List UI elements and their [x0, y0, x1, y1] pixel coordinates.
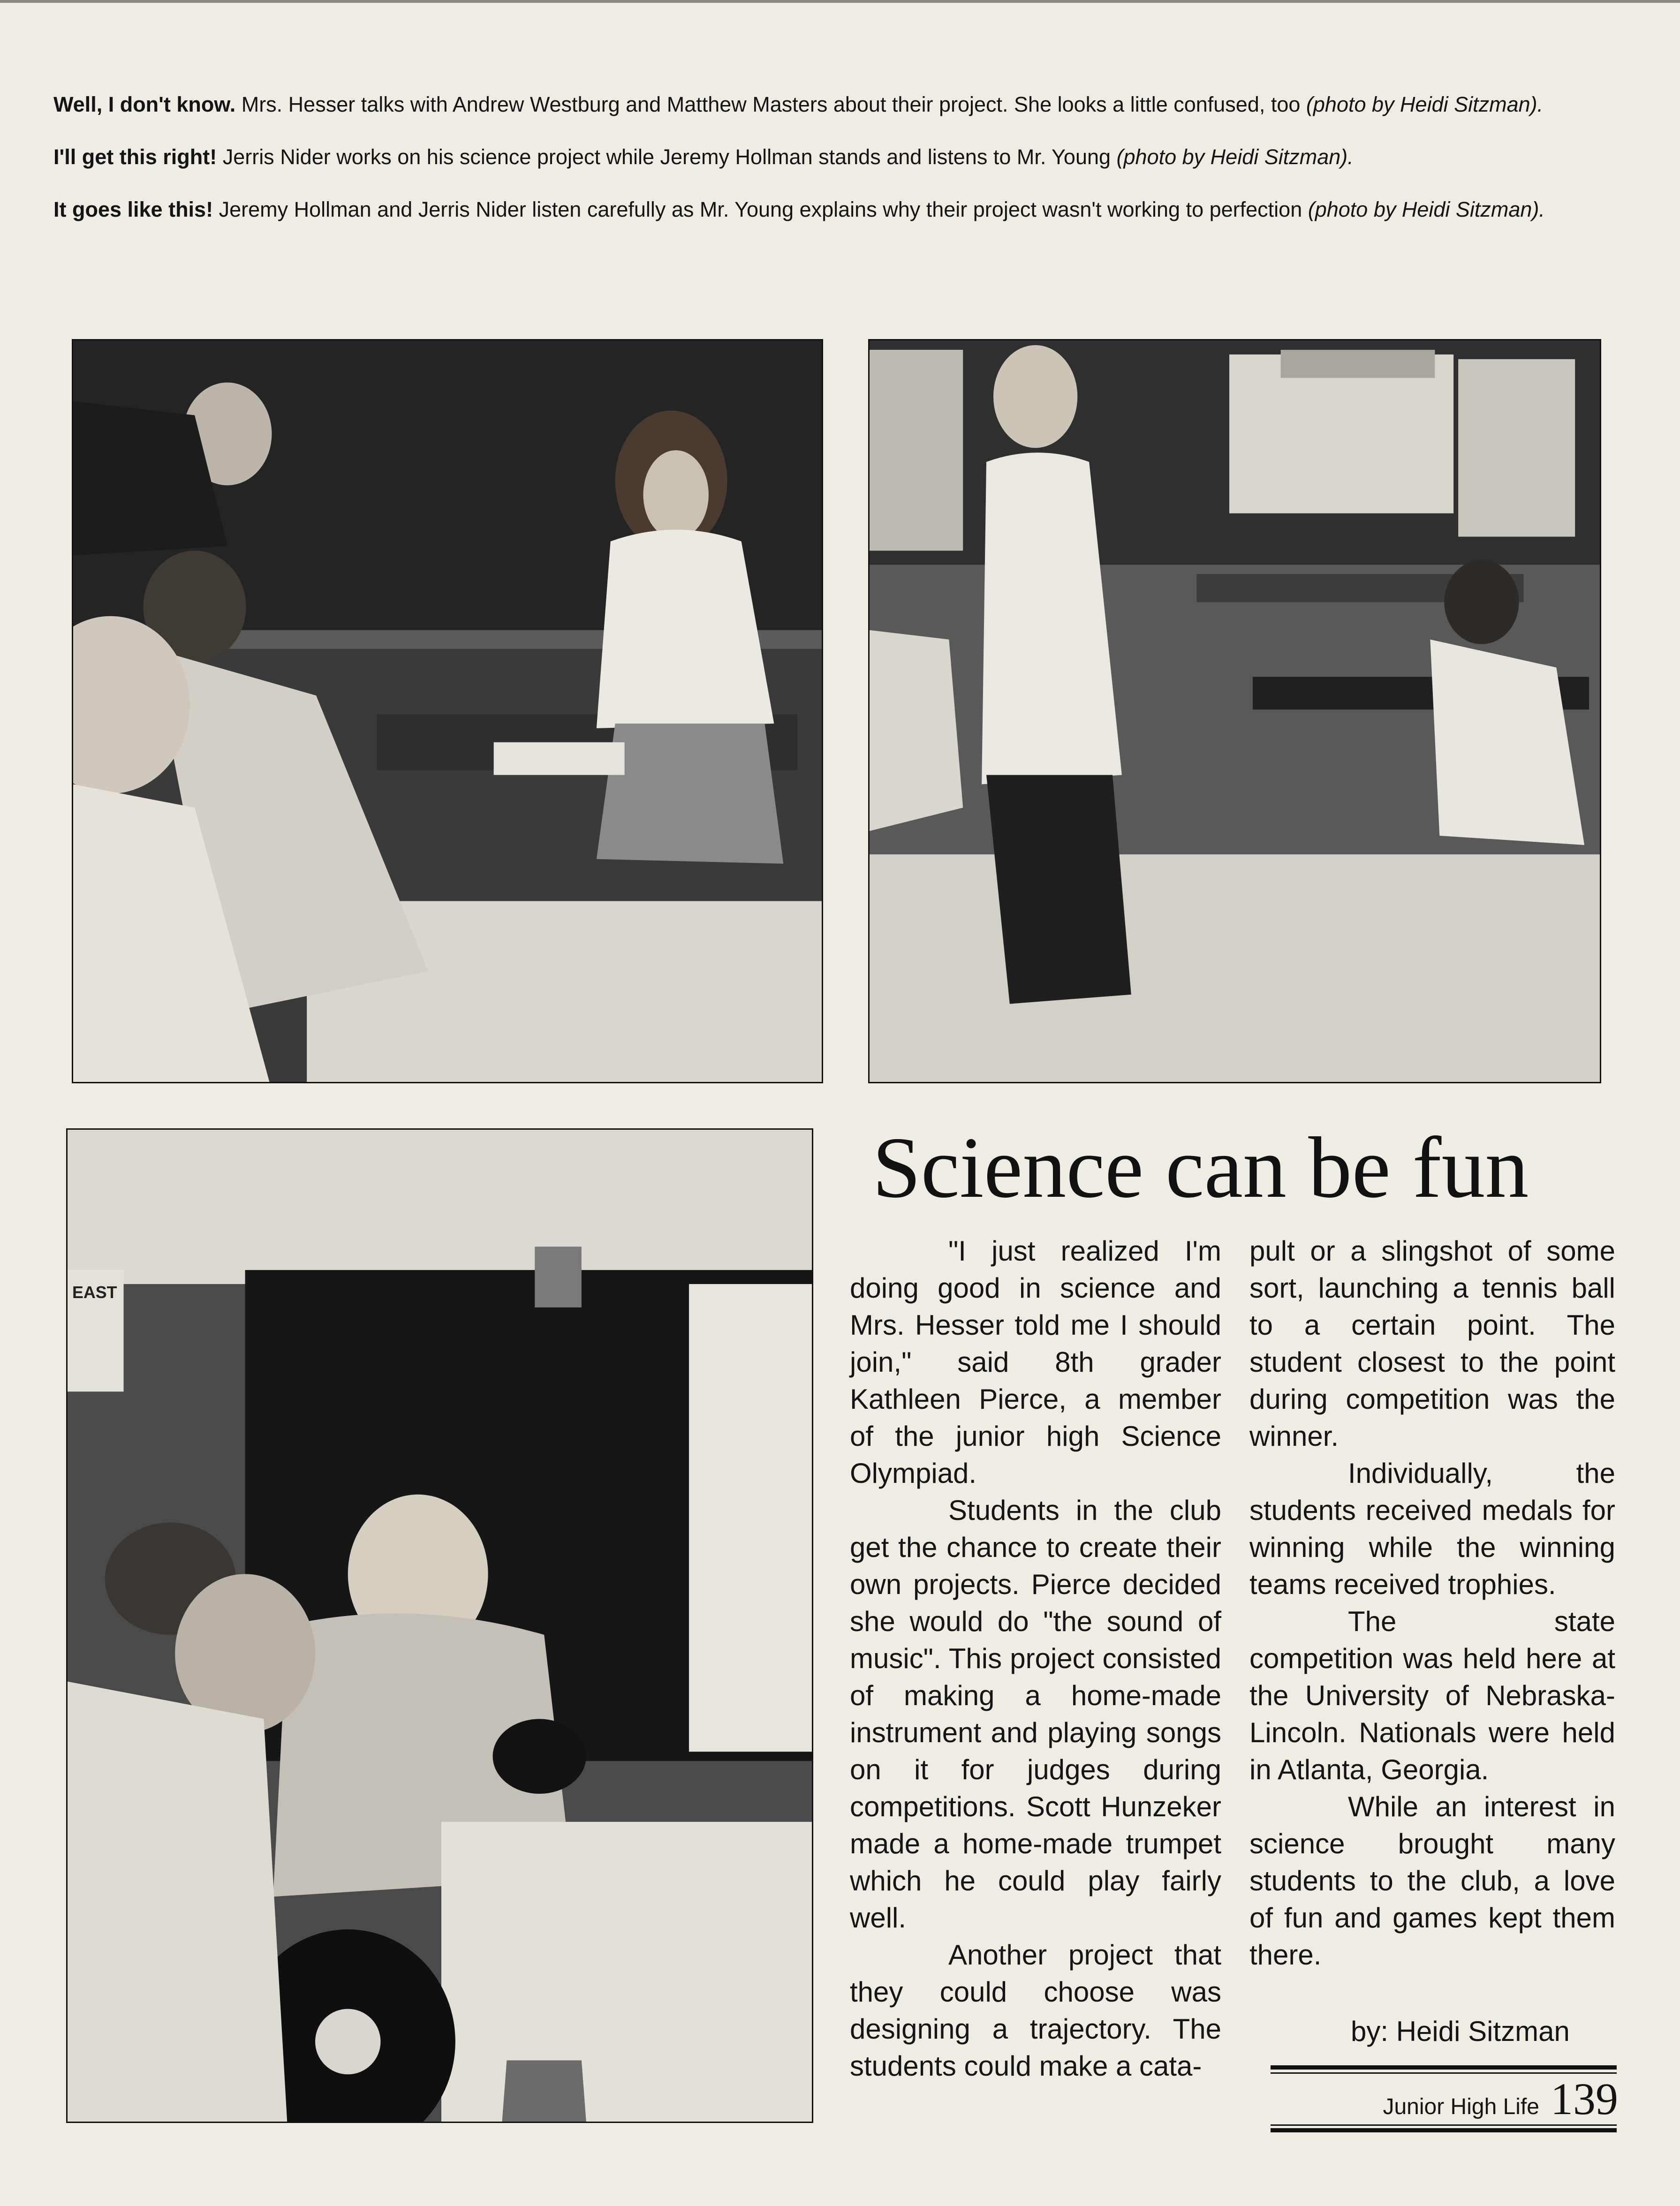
article-paragraph: Individually, the students received medals for winning while the winning teams received trophies. [1249, 1458, 1615, 1600]
footer-rule-top [1271, 2065, 1617, 2070]
article-paragraph: Students in the club get the chance to create their own projects. Pierce decided she would do "the sound of music". This project consisted of making a home-made instrument and playing songs on it for judges during competitions. Scott Hunzeker made a home-made trumpet which he could play fairly well. [850, 1495, 1221, 1934]
caption-lead: Well, I don't know. [53, 92, 236, 116]
caption-1 [53, 91, 1601, 118]
article-paragraph: Another project that they could choose was designing a trajectory. The students could make a cata- [850, 1939, 1221, 2082]
page-number: 139 [1551, 2074, 1618, 2124]
top-edge-rule [0, 0, 1680, 3]
photo-teacher-with-records [66, 1128, 813, 2123]
caption-text: Jerris Nider works on his science project while Jeremy Hollman stands and listens to Mr. Young [217, 145, 1117, 169]
photo-3-image [68, 1130, 812, 2122]
article-column-1 [850, 1232, 1221, 2085]
photo-classroom-desks [868, 339, 1601, 1083]
section-name: Junior High Life [1383, 2094, 1539, 2119]
photo-1-image [73, 340, 822, 1082]
article-paragraph: pult or a slingshot of some sort, launching a tennis ball to a certain point. The student closest to the point during competition was the winner. [1249, 1235, 1615, 1452]
article-paragraph: The state competition was held here at the University of Nebraska-Lincoln. Nationals were held in Atlanta, Georgia. [1249, 1606, 1615, 1785]
article-headline: Science can be fun [872, 1119, 1529, 1216]
article-paragraph: "I just realized I'm doing good in science and Mrs. Hesser told me I should join," said 8th grader Kathleen Pierce, a member of the junior high Science Olympiad. [850, 1235, 1221, 1489]
photo-2-image [870, 340, 1600, 1082]
classroom-sign-text: EAST [72, 1283, 117, 1302]
article-byline: by: Heidi Sitzman [1351, 2016, 1570, 2047]
caption-text: Mrs. Hesser talks with Andrew Westburg and Matthew Masters about their project. She looks a little confused, too [235, 92, 1306, 116]
caption-credit: (photo by Heidi Sitzman). [1308, 197, 1545, 221]
photo-teacher-with-students [72, 339, 823, 1083]
caption-3 [53, 196, 1601, 223]
page-footer [1351, 2074, 1618, 2124]
caption-2 [53, 144, 1601, 170]
caption-lead: I'll get this right! [53, 145, 217, 169]
caption-credit: (photo by Heidi Sitzman). [1116, 145, 1354, 169]
article-column-2 [1249, 1232, 1615, 1973]
caption-credit: (photo by Heidi Sitzman). [1306, 92, 1544, 116]
article-paragraph: While an interest in science brought many students to the club, a love of fun and games kept them there. [1249, 1791, 1615, 1971]
caption-text: Jeremy Hollman and Jerris Nider listen carefully as Mr. Young explains why their project wasn't working to perfection [213, 197, 1308, 221]
caption-lead: It goes like this! [53, 197, 213, 221]
photo-captions [53, 91, 1601, 249]
footer-rule-bottom-thin [1271, 2124, 1617, 2126]
footer-rule-bottom [1271, 2128, 1617, 2132]
